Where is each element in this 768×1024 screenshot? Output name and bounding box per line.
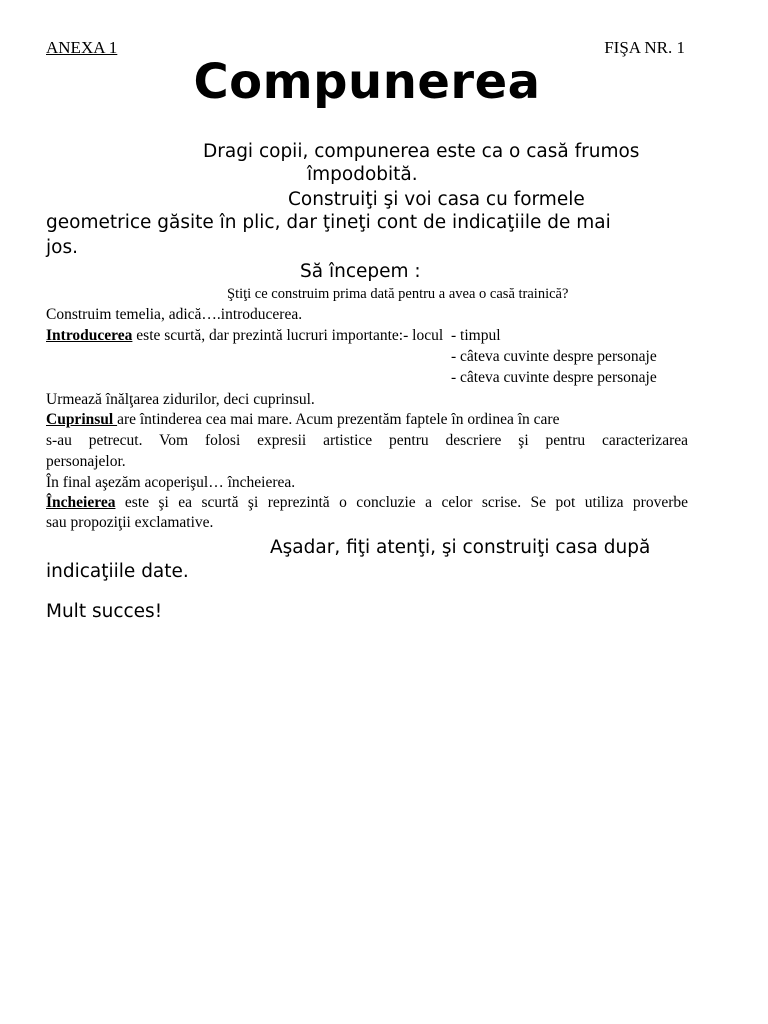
content-line-2: s-au petrecut. Vom folosi expresii artistice pentru descriere şi pentru caracterizarea — [46, 432, 688, 449]
start-heading: Să începem : — [300, 261, 421, 282]
ending-text: este şi ea scurtă şi reprezintă o concluzie a celor scrise. Se pot utiliza proverbe — [115, 494, 688, 511]
content-term: Cuprinsul — [46, 411, 118, 428]
page-title: Compunerea — [193, 54, 541, 110]
introduction-line — [46, 327, 443, 345]
introduction-item: - câteva cuvinte despre personaje — [451, 369, 657, 386]
content-line — [46, 411, 559, 429]
closing-wish: Mult succes! — [46, 601, 163, 622]
closing-line-2: indicaţiile date. — [46, 561, 189, 582]
introduction-item: - câteva cuvinte despre personaje — [451, 348, 657, 365]
introduction-item: - timpul — [451, 327, 501, 344]
intro-line-1: Dragi copii, compunerea este ca o casă frumos — [203, 141, 640, 162]
introduction-text: este scurtă, dar prezintă lucruri importante:- locul — [132, 327, 444, 344]
introduction-term: Introducerea — [46, 327, 133, 344]
content-text: are întinderea cea mai mare. Acum prezentăm faptele în ordinea în care — [117, 411, 560, 428]
closing-line-1: Aşadar, fiţi atenţi, şi construiţi casa după — [270, 537, 651, 558]
intro-line-4: geometrice găsite în plic, dar ţineţi cont de indicaţiile de mai — [46, 212, 611, 233]
question-line: Ştiţi ce construim prima dată pentru a avea o casă trainică? — [227, 286, 569, 302]
annex-label: ANEXA 1 — [46, 38, 118, 57]
intro-line-3: Construiţi şi voi casa cu formele — [288, 189, 585, 210]
ending-line-2: sau propoziţii exclamative. — [46, 514, 214, 531]
intro-line-5: jos. — [46, 237, 78, 258]
ending-line — [46, 494, 688, 512]
foundation-line: Construim temelia, adică….introducerea. — [46, 306, 303, 323]
sheet-number: FIŞA NR. 1 — [604, 38, 685, 57]
ending-term: Încheierea — [46, 494, 116, 511]
intro-line-2: împodobită. — [307, 164, 418, 185]
content-line-3: personajelor. — [46, 453, 126, 470]
walls-line: Urmează înălţarea zidurilor, deci cuprinsul. — [46, 391, 315, 408]
roof-line: În final aşezăm acoperişul… încheierea. — [46, 474, 296, 491]
